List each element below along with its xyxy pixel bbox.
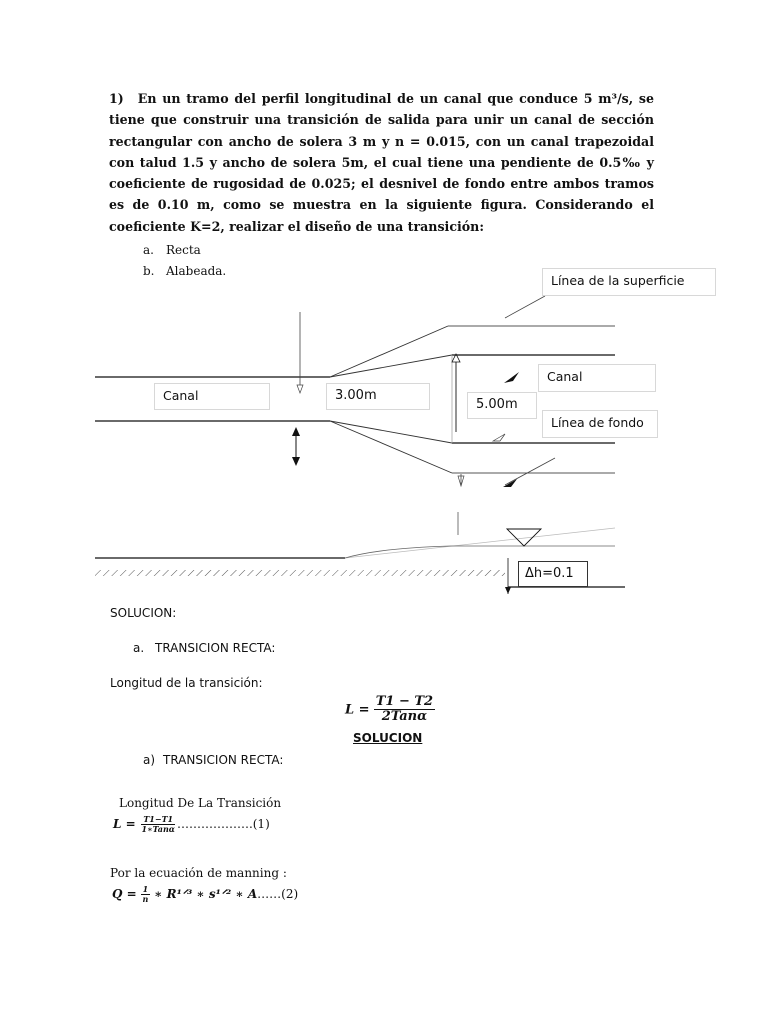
leader-lower [505,458,555,485]
profile-water-line [345,528,615,558]
transition-top-inner [330,355,452,377]
problem-text: En un tramo del perfil longitudinal de un canal que conduce 5 m³/s, se tiene que construir una transición de salida para unir un canal de sección rectangular con ancho de solera 3 m y n = 0.015, con un canal trapezoidal con talud 1.5 y ancho de solera 5m, el cual tiene una pendiente de 0.5‰ y coeficiente de rugosidad de 0.025; el desnivel de fondo entre ambos tramos es de 0.10 m, como se muestra en la siguiente figura. Considerando el coeficiente K=2, realizar el diseño de una transición: [109,91,654,234]
leader-fondo-arrow [493,434,505,441]
option-b-text: Alabeada. [166,264,227,278]
label-canal-left-box [154,383,270,410]
dim-left-arrow-down [292,457,300,466]
length-label-2: Longitud De La Transición [119,796,282,810]
label-drop-box [518,561,588,587]
solution-heading: SOLUCION: [110,606,177,620]
eq2-fraction [141,885,151,904]
manning-label: Por la ecuación de manning : [110,866,287,880]
label-width-small-box [326,383,430,410]
eq2-frac-num: 1 [142,884,149,894]
eq1-fraction [140,815,177,834]
eq2-lhs: Q = [112,886,137,901]
label-bottom-box [542,410,658,438]
solution-sub-a2 [143,753,283,767]
label-bottom: Línea de fondo [551,415,644,430]
option-a-letter: a. [143,243,154,257]
center-solution-heading: SOLUCION [353,731,423,745]
eq1-den: 1∗Tanα [141,823,175,834]
label-canal-right: Canal [547,369,583,384]
length-label: Longitud de la transición: [110,676,263,690]
equation-2 [112,885,298,904]
eq-length-den: 2Tanα [381,709,428,725]
solution-sub-a-text: TRANSICION RECTA: [155,641,276,655]
label-canal-left: Canal [163,388,199,403]
transition-bottom-outer [330,421,452,473]
equation-length [345,695,435,725]
leader-canal-arrow [504,372,519,383]
solution-sub-a [133,641,275,655]
option-a-text: Recta [166,243,201,257]
label-width-large: 5.00m [476,397,518,412]
dim-3m-arrow [297,385,303,393]
dim-left-arrow-up [292,427,300,436]
label-surface-box [542,268,716,296]
label-drop: Δh=0.1 [525,566,574,581]
equation-1 [113,815,270,834]
profile-ground-hatch [95,570,505,576]
solution-sub-a2-text: TRANSICION RECTA: [163,753,284,767]
label-width-large-box [467,392,537,419]
transition-bottom-inner [330,421,452,443]
leader-surface [505,296,545,318]
eq2-tail: ……(2) [257,886,299,901]
label-canal-right-box [538,364,656,392]
label-surface: Línea de la superficie [551,273,685,288]
label-width-small: 3.00m [335,388,377,403]
drop-dim-arrow [505,587,511,594]
eq2-body: ∗ R¹ᐟ³ ∗ s¹ᐟ² ∗ A [154,886,258,901]
eq1-num: T1−T1 [143,814,174,824]
solution-sub-a2-letter: a) [143,753,156,767]
leader-lower-arrow [503,479,517,487]
water-surface-triangle [507,529,541,546]
profile-transition-bed [345,546,615,558]
problem-number: 1) [109,91,124,106]
eq-length-lhs: L = [345,702,370,718]
solution-sub-a-letter: a. [133,641,145,655]
transition-top-outer [330,326,448,377]
eq-length-fraction [374,695,435,725]
eq-length-num: T1 − T2 [375,694,434,709]
eq2-frac-den: n [142,893,149,904]
option-b-letter: b. [143,264,155,278]
eq1-tail: ……………….(1) [176,816,270,831]
eq1-lhs: L = [113,816,136,831]
